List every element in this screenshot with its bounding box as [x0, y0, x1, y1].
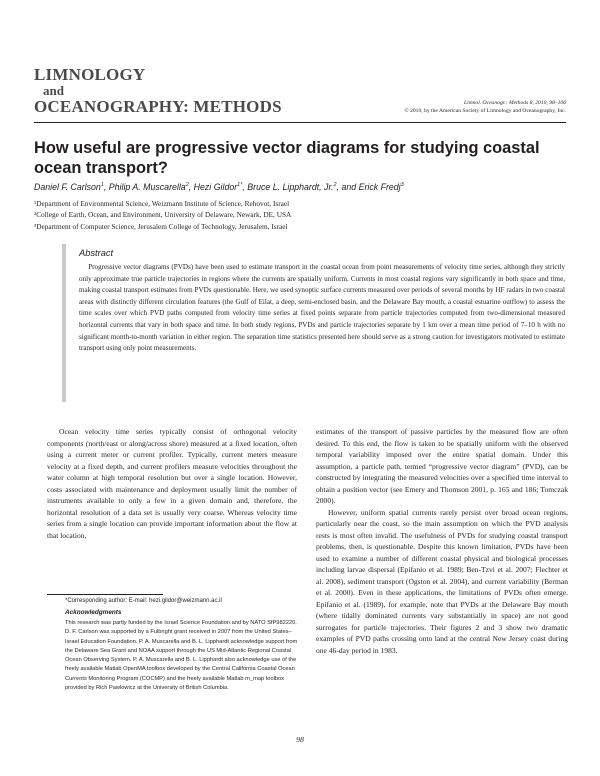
- author-affiliation-mark: 3: [400, 182, 404, 189]
- header-rule: [34, 122, 566, 123]
- journal-title-line1: LIMNOLOGY: [34, 65, 146, 84]
- body-column-left: [47, 426, 297, 541]
- author-affiliation-mark: 2: [333, 182, 337, 189]
- body-column-right: [316, 426, 568, 656]
- acknowledgments-heading: Acknowledgments: [65, 609, 122, 616]
- body-paragraph: Ocean velocity time series typically consist of orthogonal velocity components (north/east or along/across shore) measured at a fixed location, often using a current meter or current profiler. Typically, current meters measure velocity at a fixed depth, and current profilers measure velocities throughout the water column at high temporal resolution but over a single location. However, costs associated with maintenance and deployment usually limit the number of instruments available to only a few in a given domain and, therefore, the horizontal resolution of a data set is usually very coarse. Whereas velocity time series from a single location can provide important information about the flow at that location,: [47, 427, 297, 540]
- author-name: Daniel F. Carlson: [34, 182, 101, 192]
- author-separator: ,: [103, 182, 109, 192]
- affiliation-1: ¹Department of Environmental Science, Weizmann Institute of Science, Rehovot, Israel: [34, 199, 290, 208]
- abstract-heading: Abstract: [79, 248, 114, 258]
- abstract-sidebar-bar: [62, 244, 66, 402]
- abstract-text: [79, 262, 565, 355]
- author-affiliation-mark: 2: [185, 182, 189, 189]
- affiliation-2: ²College of Earth, Ocean, and Environment, University of Delaware, Newark, DE, USA: [34, 210, 292, 220]
- acknowledgments-text: This research was partly funded by the Israel Science Foundation and by NATO SfP982220. D. F. Carlson was supported by a Fulbright grant received in 2007 from the United States–Israel Education Foundation. P. A. Muscarella and B. L. Lipphardt acknowledge support from the Delaware Sea Grant and NOAA support through the US Mid-Atlantic Regional Coastal Ocean Observing System. P. A. Muscarella and B. L. Lipphardt also acknowledge use of the freely available Matlab OpenMA toolbox developed by the Central California Coastal Ocean Currents Monitoring Program (COCMP) and the freely available Matlab m_map toolbox provided by Rich Pawlowicz at the University of British Columbia.: [65, 620, 298, 692]
- body-paragraph: However, uniform spatial currents rarely persist over broad ocean regions, particularly near the coast, so the main assumption on which the PVD analysis rests is most often invalid. The usefulness of PVDs for studying coastal transport problems, then, is questionable. Despite this known limitation, PVDs have been used to examine a number of different coastal physical and biological processes including larvae dispersal (Epifanio et al. 1989; Ben-Tzvi et al. 2007; Flechter et al. 2008), sediment transport (Ogston et al. 2004), and current variability (Berman et al. 2000). Even in these applications, the limitations of PVDs often emerge. Epifanio et al. (1989), for example, note that PVDs at the Delaware Bay mouth (where tidally dominated currents vary substantially in space) are not good surrogates for particle trajectories. Their figures 2 and 3 show two dramatic examples of PVD paths crossing onto land at the central New Jersey coast during one 46-day period in 1983.: [316, 507, 568, 655]
- body-paragraph: estimates of the transport of passive particles by the measured flow are often desired. To this end, the flow is taken to be spatially uniform with the observed temporal variability imposed over the entire spatial domain. Under this assumption, a particle path, termed “progressive vector diagram” (PVD), can be constructed by integrating the measured velocities over a specified time interval to obtain a position vector (see Emery and Thomson 2001, p. 165 and 186; Tomczak 2000).: [316, 427, 568, 505]
- author-affiliation-mark: 1: [100, 182, 104, 189]
- affiliations: [34, 198, 291, 232]
- page-number: 98: [296, 735, 304, 744]
- footnote-rule: [47, 594, 163, 595]
- author-name: Erick Fredj: [358, 182, 401, 192]
- affiliation-3: ³Department of Computer Science, Jerusalem College of Technology, Jerusalem, Israel: [34, 221, 288, 231]
- corresponding-author-note: *Corresponding author: E-mail: hezi.gildor@weizmann.ac.il: [65, 598, 222, 604]
- citation-line: Limnol. Oceanogr.: Methods 8, 2010, 98–106: [463, 100, 566, 106]
- author-name: Hezi Gildor: [193, 182, 238, 192]
- author-separator: ,: [188, 182, 194, 192]
- journal-citation: [404, 100, 566, 115]
- copyright-line: © 2010, by the American Society of Limnology and Oceanography, Inc.: [404, 107, 566, 114]
- author-affiliation-mark: 1*: [237, 182, 243, 189]
- journal-title: [34, 66, 282, 115]
- abstract-text-content: Progressive vector diagrams (PVDs) have been used to estimate transport in the coastal ocean from point measurements of velocity time series, although they strictly only approximate true particle trajectories in regions where the currents are spatially uniform. Currents in most coastal regions vary significantly in both space and time, making coastal transport estimates from PVDs questionable. Here, we used synoptic surface currents measured over periods of several months by HF radars in two coastal areas with distinctly different circulation features (the Gulf of Eilat, a deep, semi-enclosed basin, and the Delaware Bay mouth, a coastal estuarine outflow) to assess the time scales over which PVD paths computed from velocity time series at fixed points separate from particle trajectories computed from two-dimensional measured horizontal currents that vary in both space and time. In both study regions, PVDs and particle trajectories separate by 1 km over a mean time period of 7–10 h with no significant month-to-month variation in either region. The separation time statistics presented here should serve as a strong caution for investigators motivated to estimate transport using only point measurements.: [79, 263, 565, 353]
- author-separator: , and: [336, 182, 359, 192]
- author-name: Philip A. Muscarella: [108, 182, 186, 192]
- author-separator: ,: [242, 182, 248, 192]
- author-list: [34, 182, 404, 192]
- journal-title-line3: OCEANOGRAPHY: METHODS: [34, 97, 282, 116]
- journal-title-line2: and: [43, 83, 64, 98]
- author-name: Bruce L. Lipphardt, Jr.: [247, 182, 334, 192]
- article-title: How useful are progressive vector diagrams for studying coastal ocean transport?: [34, 139, 540, 177]
